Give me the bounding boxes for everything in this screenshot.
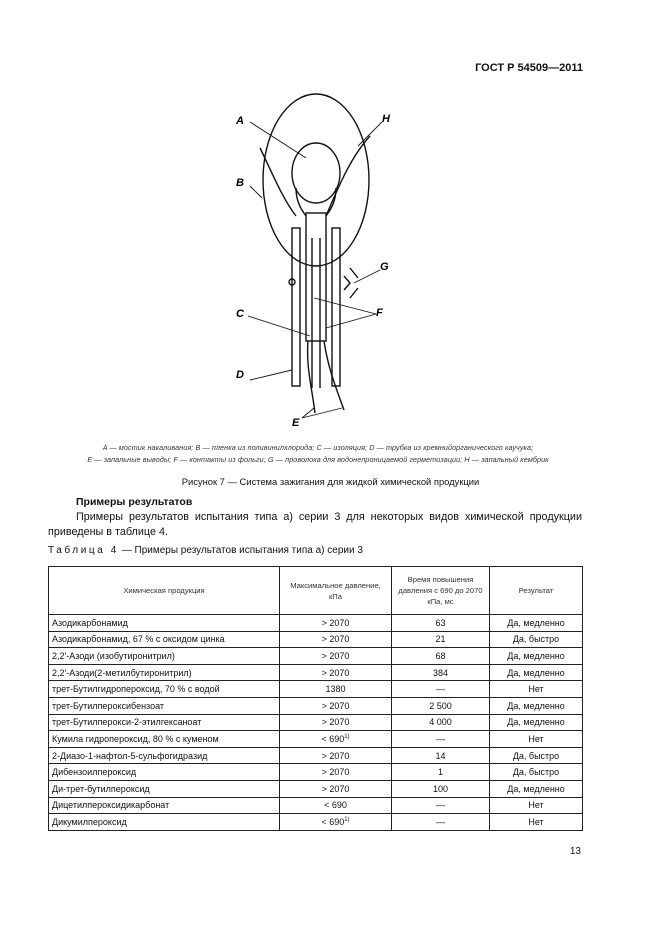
- cell-time: 68: [392, 648, 490, 665]
- cell-result: Да, медленно: [490, 714, 583, 731]
- table-row: [49, 697, 583, 714]
- cell-pressure: > 2070: [280, 747, 392, 764]
- label-c: C: [236, 308, 244, 320]
- insulation-tube: [306, 213, 326, 341]
- figure-legend-line1: A — мостик накаливания; B — пленка из поливинилхлорида; C — изоляция; D — трубка из кремнийорганического каучука;: [102, 443, 534, 452]
- table-row: [49, 631, 583, 648]
- label-a: A: [236, 115, 244, 127]
- table-row: [49, 780, 583, 797]
- cell-time: 1: [392, 764, 490, 781]
- label-d: D: [236, 369, 244, 381]
- cell-result: Да, быстро: [490, 747, 583, 764]
- figure-legend-line2: E — запальные выводы; F — контакты из фольги; G — проволока для водонепроницаемой герметизации; H — запальный кембрик: [87, 455, 549, 464]
- cell-pressure: > 2070: [280, 648, 392, 665]
- cell-product: трет-Бутилперокси-2-этилгексаноат: [49, 714, 280, 731]
- table-header-row: [49, 567, 583, 615]
- cell-pressure: < $690^{1)}$: [280, 731, 392, 748]
- table-title-rest: — Примеры результатов испытания типа а) серии 3: [118, 545, 363, 556]
- cell-result: Нет: [490, 731, 583, 748]
- cell-result: Да, медленно: [490, 648, 583, 665]
- header-time: Время повышения давления с 690 до 2070 кПа, мс: [392, 567, 490, 615]
- table-row: [49, 664, 583, 681]
- table-title: [48, 545, 363, 556]
- cell-pressure: > 2070: [280, 764, 392, 781]
- cell-pressure: > 2070: [280, 631, 392, 648]
- header-result: Результат: [490, 567, 583, 615]
- cell-time: 14: [392, 747, 490, 764]
- results-table: [48, 566, 583, 831]
- cell-result: Нет: [490, 681, 583, 698]
- cell-product: трет-Бутилпероксибензоат: [49, 697, 280, 714]
- cell-pressure: > 2070: [280, 615, 392, 632]
- cell-result: Да, медленно: [490, 780, 583, 797]
- cell-time: —: [392, 731, 490, 748]
- table-row: [49, 764, 583, 781]
- table-row: [49, 797, 583, 814]
- table-row: [49, 714, 583, 731]
- cell-product: Ди-трет-бутилпероксид: [49, 780, 280, 797]
- cell-result: Нет: [490, 797, 583, 814]
- label-e: E: [292, 417, 300, 428]
- page-number: 13: [569, 846, 581, 857]
- cell-time: 4 000: [392, 714, 490, 731]
- cell-time: —: [392, 814, 490, 831]
- cell-product: Дикумилпероксид: [49, 814, 280, 831]
- cell-time: —: [392, 797, 490, 814]
- cell-result: Нет: [490, 814, 583, 831]
- cell-result: Да, медленно: [490, 697, 583, 714]
- table-title-prefix: Таблица 4: [48, 545, 119, 556]
- cell-product: Дицетилпероксидикарбонат: [49, 797, 280, 814]
- cell-pressure: > 2070: [280, 664, 392, 681]
- cell-product: 2-Диазо-1-нафтол-5-сульфогидразид: [49, 747, 280, 764]
- document-header: ГОСТ Р 54509—2011: [475, 62, 583, 74]
- cell-result: Да, медленно: [490, 664, 583, 681]
- table-row: [49, 615, 583, 632]
- cell-pressure: 1380: [280, 681, 392, 698]
- label-b: B: [236, 177, 244, 189]
- cell-result: Да, быстро: [490, 764, 583, 781]
- cell-time: 63: [392, 615, 490, 632]
- table-row: [49, 681, 583, 698]
- cell-pressure: < $690^{1)}$: [280, 814, 392, 831]
- igniter-lead-right: [324, 341, 344, 410]
- table-row: [49, 747, 583, 764]
- cell-result: Да, медленно: [490, 615, 583, 632]
- label-f: F: [376, 307, 383, 319]
- header-product: Химическая продукция: [49, 567, 280, 615]
- cell-product: Кумила гидропероксид, 80 % с куменом: [49, 731, 280, 748]
- cell-pressure: > 2070: [280, 714, 392, 731]
- label-g: G: [380, 261, 389, 273]
- cell-product: трет-Бутилгидропероксид, 70 % с водой: [49, 681, 280, 698]
- section-paragraph: Примеры результатов испытания типа а) серии 3 для некоторых видов химической продукции приведены в таблице 4.: [48, 511, 582, 538]
- table-row: [49, 731, 583, 748]
- cell-time: 384: [392, 664, 490, 681]
- cell-pressure: > 2070: [280, 697, 392, 714]
- rubber-tube-right: [332, 228, 340, 386]
- cell-time: 2 500: [392, 697, 490, 714]
- bridge-wire-bulb: [292, 143, 340, 203]
- cell-product: 2,2′-Азоди (изобутиронитрил): [49, 648, 280, 665]
- cell-result: Да, быстро: [490, 631, 583, 648]
- table-row: [49, 814, 583, 831]
- footnote-marker: 1): [344, 733, 350, 740]
- rubber-tube-left: [292, 228, 300, 386]
- cell-product: 2,2′-Азоди(2-метилбутиронитрил): [49, 664, 280, 681]
- header-pressure: Максимальное давление, кПа: [280, 567, 392, 615]
- pvc-film-outline: [263, 94, 369, 266]
- cell-pressure: > 2070: [280, 780, 392, 797]
- cell-product: Азодикарбонамид: [49, 615, 280, 632]
- figure-caption: Рисунок 7 — Система зажигания для жидкой химической продукции: [181, 476, 480, 487]
- cell-pressure: < 690: [280, 797, 392, 814]
- cell-time: —: [392, 681, 490, 698]
- cell-product: Азодикарбонамид, 67 % с оксидом цинка: [49, 631, 280, 648]
- cell-time: 100: [392, 780, 490, 797]
- cell-time: 21: [392, 631, 490, 648]
- ignition-system-figure: [220, 88, 410, 428]
- footnote-marker: 1): [344, 816, 350, 823]
- cell-product: Дибензоилпероксид: [49, 764, 280, 781]
- label-h: H: [382, 113, 390, 125]
- table-row: [49, 648, 583, 665]
- section-title: Примеры результатов: [76, 496, 193, 508]
